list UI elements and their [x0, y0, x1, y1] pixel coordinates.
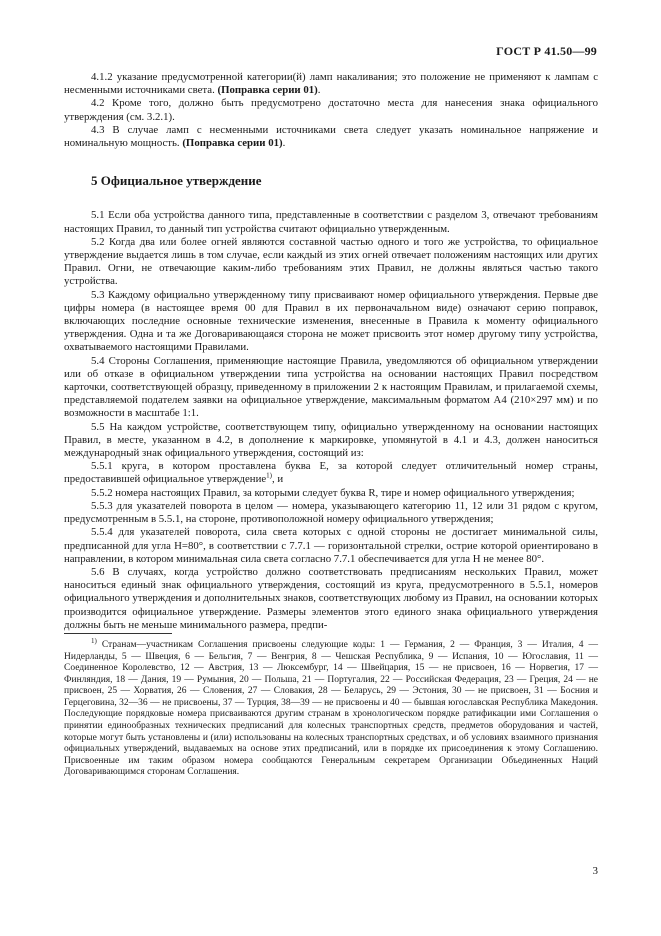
clause-4-2: 4.2 Кроме того, должно быть предусмотрено достаточно места для нанесения знака официального утверждения (см. 3.2.1). [64, 97, 598, 123]
clause-5-1: 5.1 Если оба устройства данного типа, представленные в соответствии с разделом 3, отвечают требованиям настоящих Правил, то данный тип устройства считают официально утвержденным. [64, 209, 598, 235]
clause-5-3: 5.3 Каждому официально утвержденному типу присваивают номер официального утверждения. Первые две цифры номера (в настоящее время 00 для Правил в их первоначальном виде) означают серию поправок, включающих последние основные технические изменения, внесенные в Правила к моменту официального утверждения. Одна и та же Договаривающаяся сторона не может присвоить этот номер другому типу устройства, охватываемого настоящими Правилами. [64, 288, 598, 354]
clause-5-6: 5.6 В случаях, когда устройство должно соответствовать предписаниям нескольких Правил, может наноситься единый знак официального утверждения, состоящий из круга, предусмотренного в 5.5.1, номеров официального утверждения и дополнительных знаков, соответствующих любому из Правил, на основании которых производится официальное утверждение. Размеры элементов этого единого знака официального утверждения должны быть не меньше минимального размера, предпи- [64, 565, 598, 631]
clause-5-5-1: 5.5.1 круга, в котором проставлена буква Е, за которой следует отличительный номер страны, предоставившей официальное утверждение$^{1)}$, и [64, 460, 598, 486]
footnote-ref[interactable]: 1) [266, 471, 272, 480]
standard-header: ГОСТ Р 41.50—99 [496, 44, 597, 58]
clause-5-5-3: 5.5.3 для указателей поворота в целом — номера, указывающего категорию 11, 12 или 31 рядом с кругом, предусмотренным в 5.5.1, на стороне, противоположной номеру официального утверждения; [64, 499, 598, 526]
clause-5-4: 5.4 Стороны Соглашения, применяющие настоящие Правила, уведомляются об официальном утверждении или об отказе в официальном утверждении типа устройства на основании настоящих Правил посредством карточки, соответствующей образцу, приведенному в приложении 2 к настоящим Правилам, и прилагаемой схемы, представляемой подателем заявки на официальное утверждение, максимальным форматом А4 (210×297 мм) и по возможности в масштабе 1:1. [64, 354, 598, 420]
clause-4-3: 4.3 В случае ламп с несменными источниками света следует указать номинальное напряжение и номинальную мощность. (Поправка серии 01). [64, 123, 598, 150]
clause-5-2: 5.2 Когда два или более огней являются составной частью одного и того же устройства, то официальное утверждение выдается лишь в том случае, если каждый из этих огней отвечает положениям настоящих или других Правил. Огни, не отвечающие каким-либо требованиям этих Правил, не должны являться частью такого устройства. [64, 235, 598, 288]
clause-5-5: 5.5 На каждом устройстве, соответствующем типу, официально утвержденному на основании настоящих Правил, в месте, указанном в 4.2, в дополнение к маркировке, упомянутой в 4.1 и 4.3, должен наноситься международный знак официального утверждения, состоящий из: [64, 420, 598, 460]
amendment-note: (Поправка серии 01) [217, 84, 318, 97]
clause-5-5-4: 5.5.4 для указателей поворота, сила света которых с одной стороны не достигает минимальной силы, предписанной для угла H=80°, в соответствии с 7.7.1 — горизонтальной стрелки, острие которой ориентировано в направлении, в котором минимальная сила света согласно 7.7.1 обеспечивается для угла H не менее 80°. [64, 526, 598, 565]
page-number: 3 [592, 865, 598, 877]
footnote-text: Странам—участникам Соглашения присвоены следующие коды: 1 — Германия, 2 — Франция, 3 — Италия, 4 — Нидерланды, 5 — Швеция, 6 — Бельгия, 7 — Венгрия, 8 — Чешская Республика, 9 — Испания, 10 — Югославия, 11 — Соединенное Королевство, 12 — Австрия, 13 — Люксембург, 14 — Швейцария, 15 — не присвоен, 16 — Норвегия, 17 — Финляндия, 18 — Дания, 19 — Румыния, 20 — Польша, 21 — Португалия, 22 — Российская Федерация, 23 — Греция, 24 — не присвоен, 25 — Хорватия, 26 — Словения, 27 — Словакия, 28 — Беларусь, 29 — Эстония, 30 — не присвоен, 31 — Босния и Герцеговина, 32—36 — не присвоены, 37 — Турция, 38—39 — не присвоены и 40 — бывшая югославская Республика Македония. Последующие порядковые номера присваиваются другим странам в хронологическом порядке ратификации ими Соглашения о принятии единообразных технических предписаний для колесных транспортных средств, предметов оборудования и частей, которые могут быть установлены и (или) использованы на колесных транспортных средствах, и об условиях взаимного признания официальных утверждений, выдаваемых на основе этих предписаний, или в порядке их присоединения к этому Соглашению. Присвоенные им таким образом номера сообщаются Генеральным секретарем Организации Объединенных Наций Договаривающимся сторонам Соглашения. [64, 639, 598, 778]
amendment-note: (Поправка серии 01) [182, 137, 283, 150]
footnote [64, 636, 598, 779]
footnote-marker: 1) [91, 636, 97, 645]
section-heading: 5 Официальное утверждение [91, 173, 262, 189]
footnote-divider [64, 633, 172, 634]
clause-4-1-2: 4.1.2 указание предусмотренной категории(й) ламп накаливания; это положение не применяют к лампам с несменными источниками света. (Поправка серии 01). [64, 71, 598, 97]
clause-5-5-2: 5.5.2 номера настоящих Правил, за которыми следует буква R, тире и номер официального утверждения; [91, 486, 575, 499]
document-body [64, 71, 598, 779]
